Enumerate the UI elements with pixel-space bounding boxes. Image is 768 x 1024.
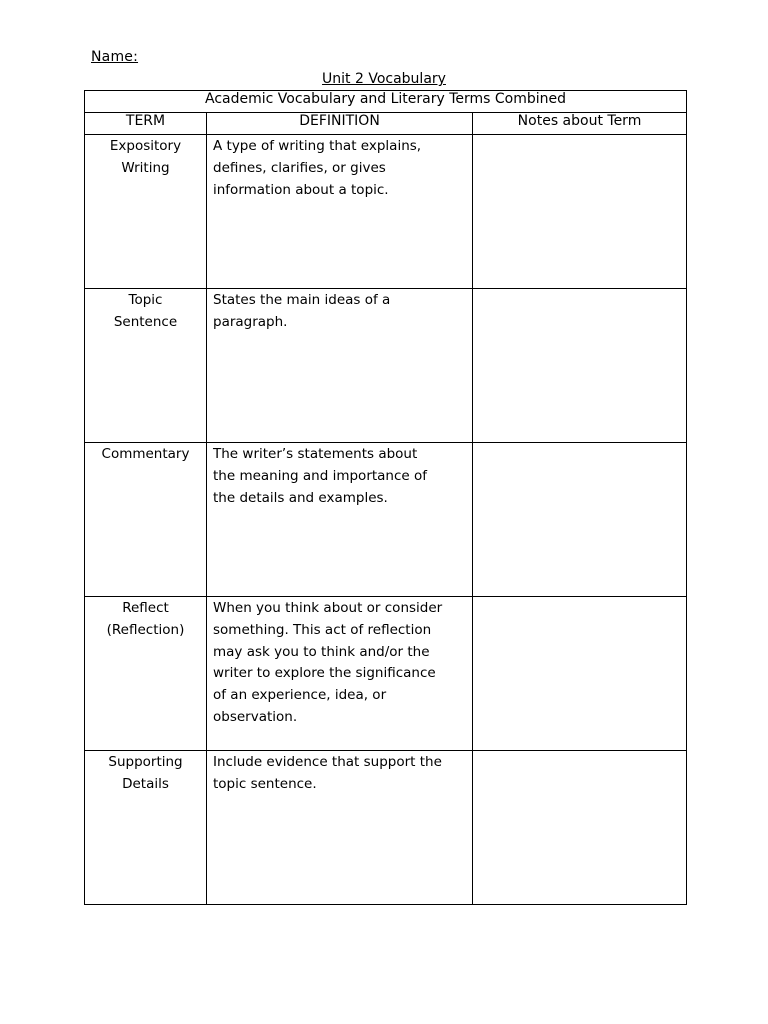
term-cell bbox=[85, 289, 207, 443]
column-header-notes: Notes about Term bbox=[473, 113, 687, 135]
table-header-row bbox=[85, 113, 687, 135]
table-row bbox=[85, 751, 687, 905]
definition-text: Include evidence that support the topic sentence. bbox=[213, 754, 442, 792]
term-text: Expository Writing bbox=[109, 138, 182, 176]
vocabulary-table bbox=[84, 90, 687, 905]
notes-cell[interactable] bbox=[473, 443, 687, 597]
term-text: Reflect (Reflection) bbox=[106, 600, 185, 638]
table-caption: Academic Vocabulary and Literary Terms Combined bbox=[85, 91, 687, 113]
column-header-definition: DEFINITION bbox=[207, 113, 473, 135]
notes-cell[interactable] bbox=[473, 289, 687, 443]
definition-text: The writer’s statements about the meaning and importance of the details and examples. bbox=[213, 446, 428, 506]
notes-cell[interactable] bbox=[473, 597, 687, 751]
table-caption-row bbox=[85, 91, 687, 113]
name-label: Name: bbox=[91, 49, 139, 65]
term-cell bbox=[85, 135, 207, 289]
definition-text: States the main ideas of a paragraph. bbox=[213, 292, 391, 330]
table-row bbox=[85, 443, 687, 597]
definition-text: When you think about or consider something. This act of reflection may ask you to think and/or the writer to explore the significance of an experience, idea, or observation. bbox=[213, 600, 443, 725]
table-row bbox=[85, 135, 687, 289]
notes-cell[interactable] bbox=[473, 135, 687, 289]
term-cell bbox=[85, 751, 207, 905]
term-cell bbox=[85, 443, 207, 597]
definition-cell bbox=[207, 135, 473, 289]
term-text: Topic Sentence bbox=[113, 292, 178, 330]
term-text: Commentary bbox=[101, 446, 190, 462]
definition-cell bbox=[207, 443, 473, 597]
definition-cell bbox=[207, 597, 473, 751]
document-title bbox=[0, 71, 768, 87]
term-text: Supporting Details bbox=[108, 754, 183, 792]
definition-cell bbox=[207, 751, 473, 905]
table-row bbox=[85, 289, 687, 443]
document-title-text: Unit 2 Vocabulary bbox=[322, 71, 446, 87]
table-row bbox=[85, 597, 687, 751]
column-header-term: TERM bbox=[85, 113, 207, 135]
definition-text: A type of writing that explains, defines, clarifies, or gives information about a topic. bbox=[213, 138, 422, 198]
definition-cell bbox=[207, 289, 473, 443]
notes-cell[interactable] bbox=[473, 751, 687, 905]
term-cell bbox=[85, 597, 207, 751]
